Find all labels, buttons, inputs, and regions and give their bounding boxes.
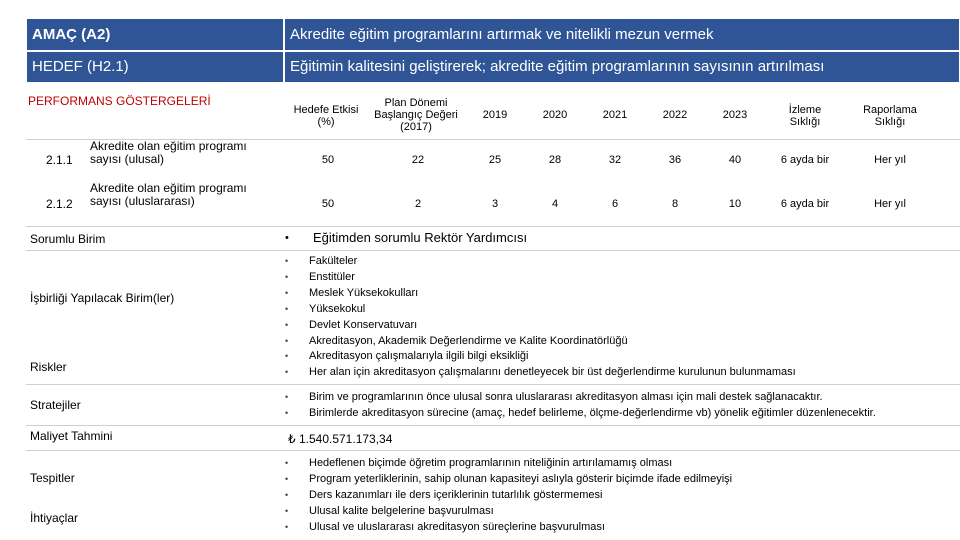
maliyet-label: Maliyet Tahmini — [30, 429, 113, 443]
sorumlu-item — [284, 230, 527, 246]
value-2023: 40 — [728, 154, 742, 166]
list-item: • Ders kazanımları ile ders içeriklerinin tutarlılık göstermemesi — [285, 489, 603, 501]
bullet-icon: • — [285, 392, 289, 402]
bullet-icon: • — [285, 336, 289, 346]
indicators-title: PERFORMANS GÖSTERGELERİ — [28, 94, 211, 108]
value-2022: 36 — [668, 154, 682, 166]
value-izleme: 6 ayda bir — [780, 154, 830, 166]
amac-text: Akredite eğitim programlarını artırmak ve nitelikli mezun vermek — [284, 18, 960, 51]
bullet-icon: • — [285, 304, 289, 314]
value-baslangic: 22 — [411, 154, 425, 166]
value-2021: 6 — [611, 198, 619, 210]
stratejiler-list — [284, 389, 876, 421]
value-2019: 3 — [491, 198, 499, 210]
list-item: • Ulusal kalite belgelerine başvurulması — [285, 505, 494, 517]
divider — [26, 250, 960, 251]
indicator-name: Akredite olan eğitim programı sayısı (ulusal) — [90, 139, 247, 166]
indicator-code: 2.1.1 — [46, 153, 73, 167]
riskler-label: Riskler — [30, 360, 67, 374]
col-2019: 2019 — [482, 109, 508, 121]
list-item: • Birimlerde akreditasyon sürecine (amaç, hedef belirleme, ölçme-değerlendirme vb) yönelik eğitimler düzenlenecektir. — [285, 407, 876, 419]
value-izleme: 6 ayda bir — [780, 198, 830, 210]
col-2022: 2022 — [662, 109, 688, 121]
value-2022: 8 — [671, 198, 679, 210]
list-item: • Yüksekokul — [285, 303, 366, 315]
hedef-text: Eğitimin kalitesini geliştirerek; akredite eğitim programlarının sayısının artırılması — [284, 51, 960, 83]
bullet-icon: • — [285, 256, 289, 266]
maliyet-value: ₺ 1.540.571.173,34 — [288, 432, 393, 446]
list-item: • Hedeflenen biçimde öğretim programlarının niteliğinin artırılamamış olması — [285, 457, 673, 469]
col-2020: 2020 — [542, 109, 568, 121]
list-item: • Akreditasyon, Akademik Değerlendirme ve Kalite Koordinatörlüğü — [285, 335, 628, 347]
riskler-list — [284, 348, 796, 380]
ihtiyaclar-label: İhtiyaçlar — [30, 511, 79, 525]
value-2019: 25 — [488, 154, 502, 166]
value-hedefe-etkisi: 50 — [321, 154, 335, 166]
list-item: • Birim ve programlarının önce ulusal sonra uluslararası akreditasyon alması için mali destek sağlanacaktır. — [285, 391, 823, 403]
list-item: • Ulusal ve uluslararası akreditasyon süreçlerine başvurulması — [285, 521, 605, 533]
bullet-icon: • — [285, 367, 289, 377]
hedef-label: HEDEF (H2.1) — [26, 51, 284, 83]
isbirligi-list — [284, 253, 628, 349]
value-2023: 10 — [728, 198, 742, 210]
list-item: • Enstitüler — [285, 271, 355, 283]
indicator-code: 2.1.2 — [46, 197, 73, 211]
bullet-icon: • — [285, 522, 289, 532]
bullet-icon: • — [285, 320, 289, 330]
list-item: • Meslek Yüksekokulları — [285, 287, 419, 299]
bullet-icon: • — [285, 506, 289, 516]
bullet-icon: • — [285, 288, 289, 298]
value-2020: 28 — [548, 154, 562, 166]
col-izleme: İzleme Sıklığı — [788, 104, 822, 128]
col-2023: 2023 — [722, 109, 748, 121]
value-2020: 4 — [551, 198, 559, 210]
isbirligi-label: İşbirliği Yapılacak Birim(ler) — [30, 291, 175, 305]
col-baslangic: Plan Dönemi Başlangıç Değeri (2017) — [374, 97, 458, 133]
sorumlu-label: Sorumlu Birim — [30, 232, 106, 246]
value-hedefe-etkisi: 50 — [321, 198, 335, 210]
bullet-icon: • — [285, 458, 289, 468]
bullet-icon: • — [285, 351, 289, 361]
bullet-icon: • — [285, 408, 289, 418]
col-hedefe-etkisi: Hedefe Etkisi (%) — [293, 104, 359, 128]
list-item: • Devlet Konservatuvarı — [285, 319, 418, 331]
list-item: • Fakülteler — [285, 255, 358, 267]
bullet-icon: • — [285, 272, 289, 282]
sorumlu-text: Eğitimden sorumlu Rektör Yardımcısı — [313, 230, 528, 245]
value-raporlama: Her yıl — [874, 198, 906, 210]
tespitler-label: Tespitler — [30, 471, 75, 485]
divider — [26, 450, 960, 451]
col-2021: 2021 — [602, 109, 628, 121]
col-raporlama: Raporlama Sıklığı — [863, 104, 917, 128]
bullet-icon: • — [285, 232, 289, 244]
value-2021: 32 — [608, 154, 622, 166]
divider — [26, 384, 960, 385]
list-item: • Program yeterliklerinin, sahip olunan kapasiteyi aslıyla gösterir biçimde ifade edilmeyişi — [285, 473, 733, 485]
value-baslangic: 2 — [414, 198, 422, 210]
tespitler-list — [284, 455, 732, 535]
indicator-name: Akredite olan eğitim programı sayısı (uluslararası) — [90, 181, 247, 208]
stratejiler-label: Stratejiler — [30, 398, 81, 412]
bullet-icon: • — [285, 474, 289, 484]
list-item: • Akreditasyon çalışmalarıyla ilgili bilgi eksikliği — [285, 350, 529, 362]
divider — [26, 425, 960, 426]
divider — [26, 226, 960, 227]
bullet-icon: • — [285, 490, 289, 500]
list-item: • Her alan için akreditasyon çalışmalarını denetleyecek bir üst değerlendirme kurulunun bulunmaması — [285, 366, 796, 378]
value-raporlama: Her yıl — [874, 154, 906, 166]
amac-label: AMAÇ (A2) — [26, 18, 284, 51]
